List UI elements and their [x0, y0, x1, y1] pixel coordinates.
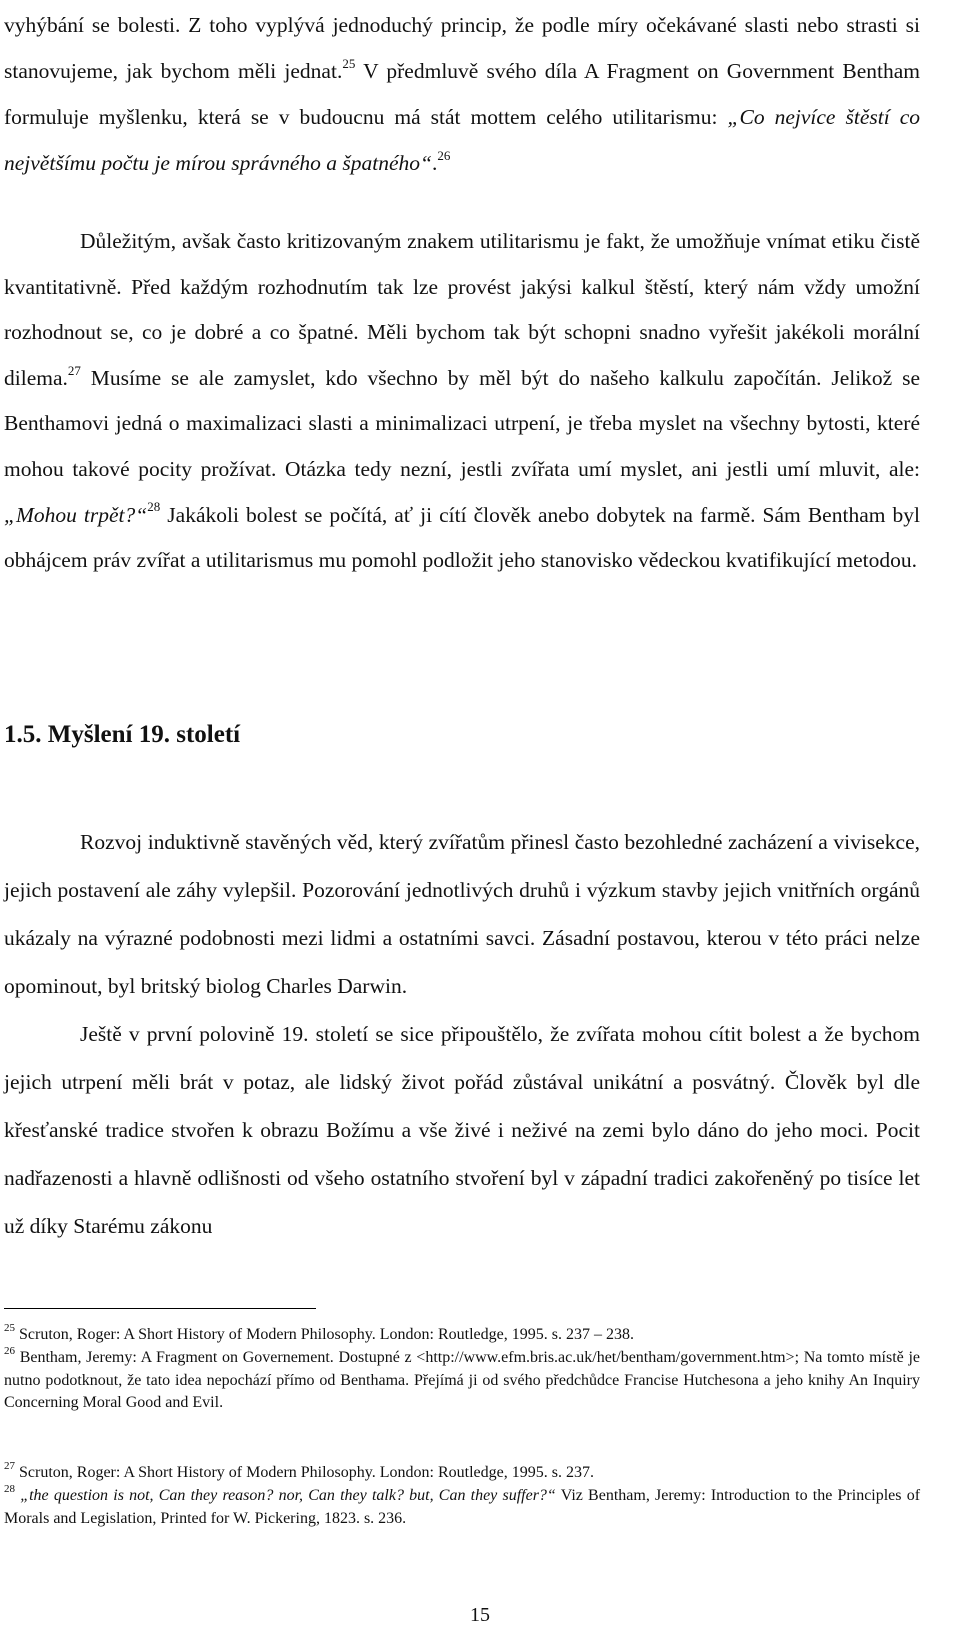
footnote-number: 27 [4, 1459, 15, 1472]
footnote-number: 28 [4, 1482, 15, 1495]
paragraph-text: Důležitým, avšak často kritizovaným znakem utilitarismu je fakt, že umožňuje vnímat etiku čistě kvantitativně. Před každým rozhodnutím tak lze provést jakýsi kalkul štěstí, který nám vždy umožní rozhodnout se, co je dobré a co špatné. Měli bychom tak být schopni snadno vyřešit jakékoli morální dilema. [4, 229, 920, 390]
footnote-text: Scruton, Roger: A Short History of Modern Philosophy. London: Routledge, 1995. s. 237 – 238. [19, 1326, 634, 1343]
paragraph: Ještě v první polovině 19. století se sice připouštělo, že zvířata mohou cítit bolest a že bychom jejich utrpení měli brát v potaz, ale lidský život pořád zůstával unikátní a posvátný. Člověk byl dle křesťanské tradice stvořen k obrazu Božímu a vše živé i neživé na zemi bylo dáno do jeho moci. Pocit nadřazenosti a hlavně odlišnosti od všeho ostatního stvoření byl v západní tradici zakořeněný po tisíce let už díky Starému zákonu [4, 1022, 920, 1238]
footnote-ref[interactable]: 26 [437, 147, 451, 163]
footnote-number: 25 [4, 1321, 15, 1334]
quotation: „Co nejvíce štěstí co největšímu počtu je mírou správného a špatného“ [4, 105, 921, 175]
paragraph-text: Musíme se ale zamyslet, kdo všechno by měl být do našeho kalkulu započítán. Jelikož se Benthamovi jedná o maximalizaci slasti a minimalizaci utrpení, je třeba myslet na všechny bytosti, které mohou takové pocity prožívat. Otázka tedy nezní, jestli zvířata umí myslet, ani jestli umí mluvit, ale: [4, 365, 920, 481]
footnote [4, 1344, 920, 1415]
paragraph: Rozvoj induktivně stavěných věd, který zvířatům přinesl často bezohledné zacházení a vivisekce, jejich postavení ale záhy vylepšil. Pozorování jednotlivých druhů i výzkum stavby jejich vnitřních orgánů ukázaly na výrazné podobnosti mezi lidmi a ostatními savci. Zásadní postavou, kterou v této práci nelze opominout, byl britský biolog Charles Darwin. [4, 830, 920, 998]
paragraph-text: . [431, 151, 438, 175]
footnote-quote: „the question is not, Can they reason? nor, Can they talk? but, Can they suffer?“ [20, 1487, 556, 1504]
paragraph-text: Jakákoli bolest se počítá, ať ji cítí člověk anebo dobytek na farmě. Sám Bentham byl obhájcem práv zvířat a utilitarismus mu pomohl podložit jeho stanovisko vědeckou kvatifikující metodou. [4, 502, 920, 573]
footnote-text: Scruton, Roger: A Short History of Modern Philosophy. London: Routledge, 1995. s. 237. [19, 1464, 594, 1481]
section-body [4, 818, 920, 1250]
footnote-separator [4, 1308, 316, 1309]
footnote-ref[interactable]: 28 [147, 499, 161, 515]
paragraph [4, 219, 920, 584]
paragraph-text: V předmluvě svého díla A Fragment on Government Bentham formuluje myšlenku, která se v budoucnu má stát mottem celého utilitarismu: [4, 59, 920, 129]
page-number: 15 [470, 1604, 490, 1626]
footnote-text: Bentham, Jeremy: A Fragment on Governement. Dostupné z <http://www.efm.bris.ac.uk/het/bentham/government.htm>; Na tomto místě je nutno podotknout, že tato idea nepochází přímo od Benthama. Přejímá ji od svého předchůdce Francise Hutchesona a jeho knihy An Inquiry Concerning Moral Good and Evil. [4, 1349, 920, 1412]
footnote-ref[interactable]: 27 [67, 362, 81, 378]
paragraph [4, 2, 920, 186]
footnote-number: 26 [4, 1344, 15, 1357]
section-heading: 1.5. Myšlení 19. století [4, 721, 241, 748]
footnote-ref[interactable]: 25 [342, 55, 356, 71]
footnote [4, 1321, 920, 1347]
footnote [4, 1482, 921, 1530]
paragraph-text: vyhýbání se bolesti. Z toho vyplývá jednoduchý princip, že podle míry očekávané slasti nebo strasti si stanovujeme, jak bychom měli jednat. [4, 13, 920, 83]
quotation: „Mohou trpět?“ [4, 502, 148, 527]
footnote-text: Viz Bentham, Jeremy: Introduction to the Principles of Morals and Legislation, Printed for W. Pickering, 1823. s. 236. [4, 1487, 921, 1527]
footnote [4, 1459, 920, 1485]
